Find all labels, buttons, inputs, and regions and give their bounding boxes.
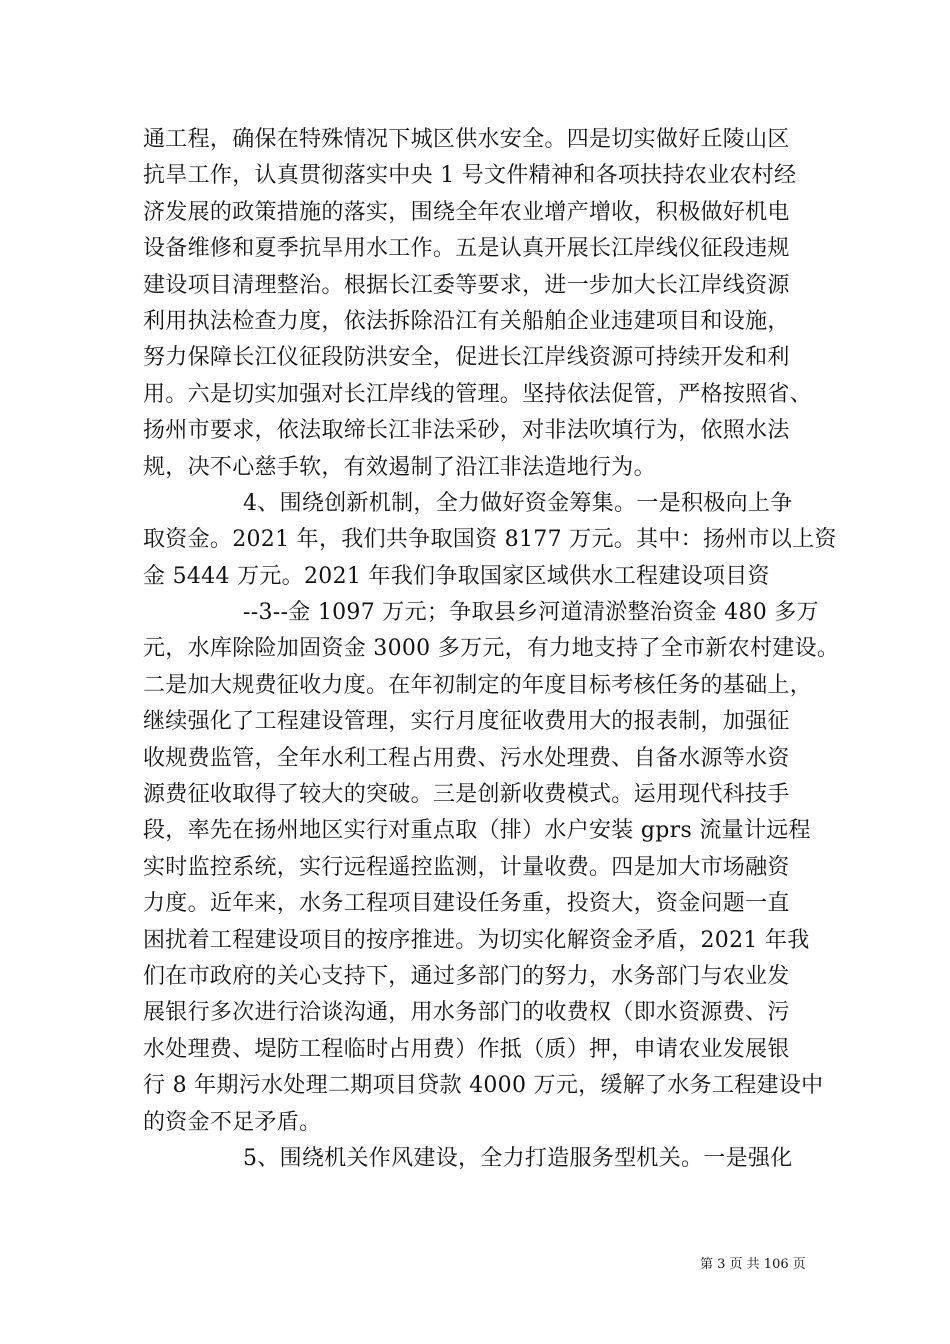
- text-line-27: 行 8 年期污水处理二期项目贷款 4000 万元，缓解了水务工程建设中: [143, 1073, 824, 1099]
- text-line-9: 扬州市要求，依法取缔长江非法采砂，对非法吹填行为，依照水法: [143, 418, 790, 444]
- text-line-7: 努力保障长江仪征段防洪安全，促进长江岸线资源可持续开发和利: [143, 345, 790, 371]
- text-line-8: 用。六是切实加强对长江岸线的管理。坚持依法促管，严格按照省、: [143, 381, 813, 407]
- text-line-28: 的资金不足矛盾。: [143, 1109, 322, 1135]
- text-line-14: --3--金 1097 万元；争取县乡河道清淤整治资金 480 多万: [243, 600, 819, 626]
- text-line-5: 建设项目清理整治。根据长江委等要求，进一步加大长江岸线资源: [143, 272, 790, 298]
- text-line-24: 们在市政府的关心支持下，通过多部门的努力，水务部门与农业发: [143, 963, 790, 989]
- text-line-19: 源费征收取得了较大的突破。三是创新收费模式。运用现代科技手: [143, 782, 790, 808]
- text-line-2: 抗旱工作，认真贯彻落实中央 1 号文件精神和各项扶持农业农村经: [143, 163, 797, 189]
- text-line-22: 力度。近年来，水务工程项目建设任务重，投资大，资金问题一直: [143, 891, 790, 917]
- text-line-3: 济发展的政策措施的落实，围绕全年农业增产增收，积极做好机电: [143, 199, 790, 225]
- text-line-1: 通工程，确保在特殊情况下城区供水安全。四是切实做好丘陵山区: [143, 127, 790, 152]
- body-text: [143, 122, 840, 1177]
- text-line-26: 水处理费、堤防工程临时占用费）作抵（质）押，申请农业发展银: [143, 1036, 790, 1062]
- text-line-16: 二是加大规费征收力度。在年初制定的年度目标考核任务的基础上，: [143, 672, 813, 698]
- text-line-17: 继续强化了工程建设管理，实行月度征收费用大的报表制，加强征: [143, 709, 790, 735]
- paragraph-5-heading-line: 5、围绕机关作风建设，全力打造服务型机关。一是强化: [243, 1145, 793, 1171]
- text-line-20: 段，率先在扬州地区实行对重点取（排）水户安装 gprs 流量计远程: [143, 818, 811, 844]
- text-line-4: 设备维修和夏季抗旱用水工作。五是认真开展长江岸线仪征段违规: [143, 236, 790, 262]
- text-line-23: 困扰着工程建设项目的按序推进。为切实化解资金矛盾，2021 年我: [143, 927, 810, 953]
- text-line-25: 展银行多次进行洽谈沟通，用水务部门的收费权（即水资源费、污: [143, 1000, 790, 1026]
- page-footer: 第 3 页 共 106 页: [700, 1257, 806, 1272]
- text-line-18: 收规费监管，全年水利工程占用费、污水处理费、自备水源等水资: [143, 745, 790, 771]
- text-line-21: 实时监控系统，实行远程遥控监测，计量收费。四是加大市场融资: [143, 854, 790, 880]
- paragraph-4-heading-line: 4、围绕创新机制，全力做好资金筹集。一是积极向上争: [243, 490, 793, 516]
- text-line-15: 元，水库除险加固资金 3000 多万元，有力地支持了全市新农村建设。: [143, 636, 840, 662]
- text-line-12: 取资金。2021 年，我们共争取国资 8177 万元。其中：扬州市以上资: [143, 527, 837, 553]
- text-line-13: 金 5444 万元。2021 年我们争取国家区域供水工程建设项目资: [143, 563, 770, 589]
- text-line-6: 利用执法检查力度，依法拆除沿江有关船舶企业违建项目和设施，: [143, 308, 790, 334]
- text-line-10: 规，决不心慈手软，有效遏制了沿江非法造地行为。: [143, 454, 656, 480]
